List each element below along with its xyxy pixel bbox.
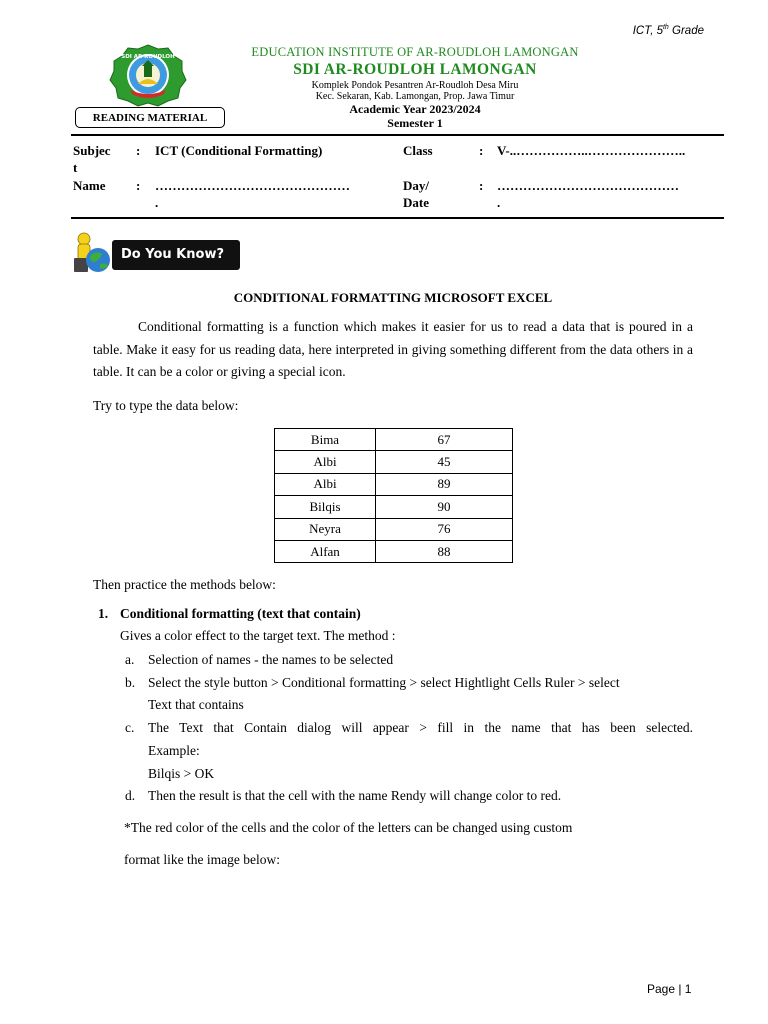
academic-year: Academic Year 2023/2024 [349, 102, 481, 116]
sub-a-letter: a. [125, 652, 135, 667]
name-cell: Alfan [275, 540, 376, 562]
date-label: Date [403, 195, 429, 210]
table-row [275, 496, 513, 518]
sub-c-example: Bilqis > OK [148, 766, 215, 781]
subject-colon: : [136, 143, 141, 158]
step-number: 1. [98, 606, 109, 621]
note-line-2: format like the image below: [124, 852, 280, 867]
name-cell: Albi [275, 451, 376, 473]
name-cell: Bima [275, 429, 376, 451]
table-row [275, 518, 513, 540]
sub-a-text: Selection of names - the names to be selected [148, 652, 394, 667]
sub-d-text: Then the result is that the cell with the name Rendy will change color to red. [148, 788, 562, 803]
school-logo [108, 44, 188, 108]
subject-label-wrap: t [73, 160, 78, 175]
header-rule-top [71, 134, 724, 136]
day-value-end: . [497, 195, 501, 210]
value-cell: 45 [376, 451, 513, 473]
class-colon: : [479, 143, 484, 158]
table-row [275, 540, 513, 562]
sample-data-table [274, 428, 513, 563]
school-address-line-2: Kec. Sekaran, Kab. Lamongan, Prop. Jawa Timur [315, 91, 515, 102]
sub-c-example-label: Example: [148, 743, 200, 758]
class-label: Class [403, 143, 433, 158]
note-line-1: *The red color of the cells and the color of the letters can be changed using custom [124, 820, 573, 835]
day-value: …………………………………… [497, 178, 679, 193]
day-colon: : [479, 178, 484, 193]
school-address-line-1: Komplek Pondok Pesantren Ar-Roudloh Desa Miru [311, 80, 519, 91]
page-number: Page | 1 [647, 982, 692, 996]
table-row [275, 451, 513, 473]
reading-material-badge: READING MATERIAL [75, 107, 225, 128]
try-instruction: Try to type the data below: [93, 398, 239, 413]
practice-instruction: Then practice the methods below: [93, 577, 276, 592]
value-cell: 88 [376, 540, 513, 562]
day-label: Day/ [403, 178, 429, 193]
sub-b-letter: b. [125, 675, 136, 690]
value-cell: 67 [376, 429, 513, 451]
sub-d-letter: d. [125, 788, 136, 803]
logo-text: SDI AR ROUDLOH [121, 54, 175, 60]
document-title: CONDITIONAL FORMATTING MICROSOFT EXCEL [233, 290, 553, 305]
subject-value: ICT (Conditional Formatting) [155, 143, 323, 158]
value-cell: 89 [376, 473, 513, 495]
grade-label: ICT, 5th Grade [632, 24, 704, 37]
name-cell: Albi [275, 473, 376, 495]
do-you-know-banner: Do You Know? [112, 240, 240, 270]
school-name: SDI AR-ROUDLOH LAMONGAN [293, 61, 537, 78]
table-row [275, 473, 513, 495]
institute-name: EDUCATION INSTITUTE OF AR-ROUDLOH LAMONGAN [251, 45, 579, 59]
name-colon: : [136, 178, 141, 193]
sub-c-letter: c. [125, 720, 135, 735]
sub-c-text: The Text that Contain dialog will appear > fill in the name that has been selected. [148, 720, 693, 735]
intro-paragraph: Conditional formatting is a function which makes it easier for us to read a data that is poured in a table. Make it easy for us reading data, here interpreted in giving something different from the data others in a table. It can be a color or giving a special icon. [93, 319, 693, 379]
step-title: Conditional formatting (text that contain) [120, 606, 361, 621]
subject-label: Subjec [73, 143, 111, 158]
value-cell: 76 [376, 518, 513, 540]
sub-b-text-cont: Text that contains [148, 697, 244, 712]
semester: Semester 1 [387, 116, 443, 130]
value-cell: 90 [376, 496, 513, 518]
class-value: V-..……………..………………….. [497, 143, 686, 158]
name-value: ……………………………………… [155, 178, 350, 193]
table-row [275, 429, 513, 451]
name-cell: Neyra [275, 518, 376, 540]
step-description: Gives a color effect to the target text. The method : [120, 628, 396, 643]
sub-b-text: Select the style button > Conditional formatting > select Hightlight Cells Ruler > select [148, 675, 620, 690]
header-rule-bottom [71, 217, 724, 219]
name-cell: Bilqis [275, 496, 376, 518]
name-label: Name [73, 178, 106, 193]
name-value-end: . [155, 195, 159, 210]
